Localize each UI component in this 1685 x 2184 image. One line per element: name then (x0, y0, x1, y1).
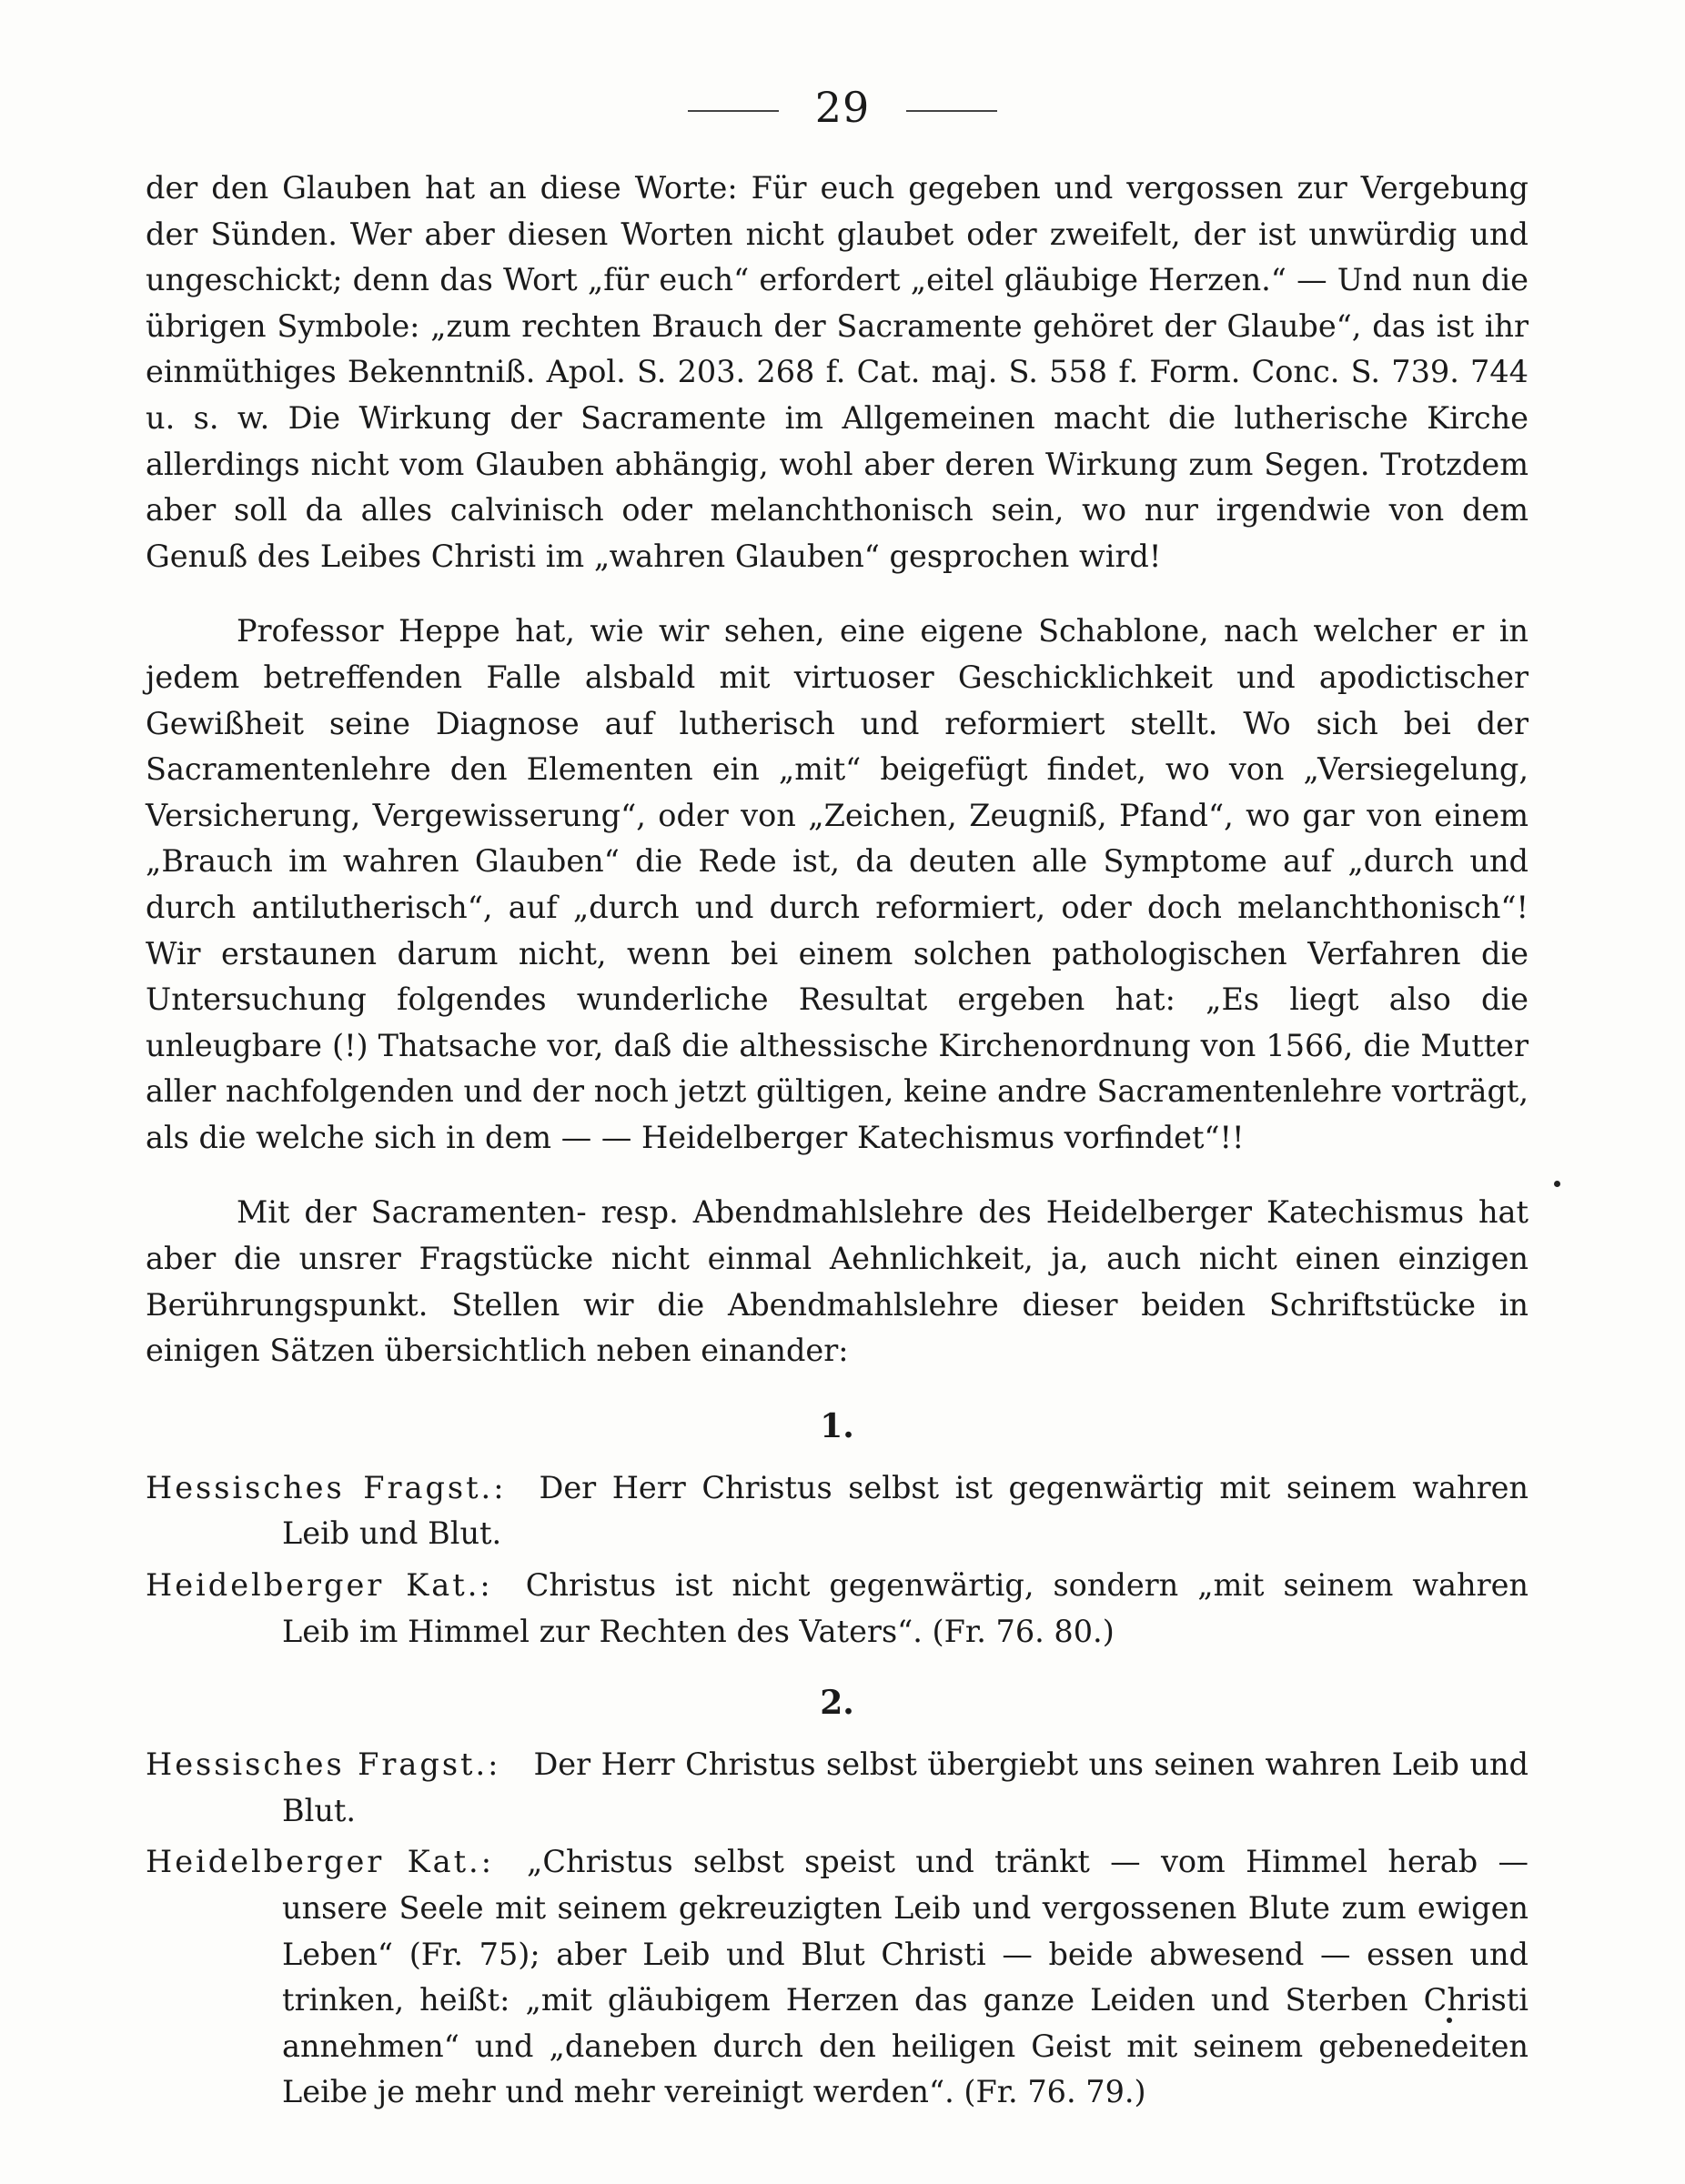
ink-speck (1554, 1181, 1560, 1187)
header-rule-left (688, 110, 779, 112)
comparison-entry (146, 1839, 1529, 2116)
comparison-entry (146, 1742, 1529, 1834)
entry-text: „Christus selbst speist und tränkt — vom Himmel herab — unsere Seele mit seinem gekreuzigten Leib und vergossenen Blute zum ewigen Leben“ (Fr. 75); aber Leib und Blut Christi — beide abwesend — essen und trinken, heißt: „mit gläubigem Herzen das ganze Leiden und Sterben Christi annehmen“ und „daneben durch den heiligen Geist mit seinem gebenedeiten Leibe je mehr und mehr vereinigt werden“. (Fr. 76. 79.) (282, 1844, 1529, 2110)
entry-label: Hessisches Fragst.: (146, 1746, 501, 1783)
paragraph-2: Professor Heppe hat, wie wir sehen, eine eigene Schablone, nach welcher er in jedem betreffenden Falle alsbald mit virtuoser Geschicklichkeit und apodictischer Gewißheit seine Diagnose auf lutherisch und reformiert stellt. Wo sich bei der Sacramentenlehre den Elementen ein „mit“ beigefügt findet, wo von „Versiegelung, Versicherung, Vergewisserung“, oder von „Zeichen, Zeugniß, Pfand“, wo gar von einem „Brauch im wahren Glauben“ die Rede ist, da deuten alle Symptome auf „durch und durch antilutherisch“, auf „durch und durch reformiert, oder doch melanchthonisch“! Wir erstaunen darum nicht, wenn bei einem solchen pathologischen Verfahren die Untersuchung folgendes wunderliche Resultat ergeben hat: „Es liegt also die unleugbare (!) Thatsache vor, daß die althessische Kirchenordnung von 1566, die Mutter aller nachfolgenden und der noch jetzt gültigen, keine andre Sacramentenlehre vorträgt, als die welche sich in dem — — Heidelberger Katechismus vorfindet“!! (146, 613, 1529, 1155)
paragraph-1: der den Glauben hat an diese Worte: Für euch gegeben und vergossen zur Vergebung der Sünden. Wer aber diesen Worten nicht glaubet oder zweifelt, der ist unwürdig und ungeschickt; denn das Wort „für euch“ erfordert „eitel gläubige Herzen.“ — Und nun die übrigen Symbole: „zum rechten Brauch der Sacramente gehöret der Glaube“, das ist ihr einmüthiges Bekenntniß. Apol. S. 203. 268 f. Cat. maj. S. 558 f. Form. Conc. S. 739. 744 u. s. w. Die Wirkung der Sacramente im Allgemeinen macht die lutherische Kirche allerdings nicht vom Glauben abhängig, wohl aber deren Wirkung zum Segen. Trotzdem aber soll da alles calvinisch oder melanchthonisch sein, wo nur irgendwie von dem Genuß des Leibes Christi im „wahren Glauben“ gesprochen wird! (146, 170, 1529, 574)
page-number: 29 (814, 83, 871, 132)
section-number-1: 1. (820, 1406, 854, 1445)
paragraph-3: Mit der Sacramenten- resp. Abendmahlslehre des Heidelberger Katechismus hat aber die unsrer Fragstücke nicht einmal Aehnlichkeit, ja, auch nicht einen einzigen Berührungspunkt. Stellen wir die Abendmahlslehre dieser beiden Schriftstücke in einigen Sätzen übersichtlich neben einander: (146, 1194, 1529, 1369)
body-text (146, 166, 1529, 2121)
entry-label: Heidelberger Kat.: (146, 1567, 493, 1604)
ink-speck (1447, 2018, 1452, 2023)
entry-text: Christus ist nicht gegenwärtig, sondern „mit seinem wahren Leib im Himmel zur Rechten des Vaters“. (Fr. 76. 80.) (282, 1567, 1529, 1649)
comparison-entry (146, 1465, 1529, 1557)
entry-text: Der Herr Christus selbst übergiebt uns seinen wahren Leib und Blut. (282, 1746, 1529, 1828)
section-number-2: 2. (820, 1684, 854, 1723)
page-header (0, 80, 1685, 135)
entry-text: Der Herr Christus selbst ist gegenwärtig mit seinem wahren Leib und Blut. (282, 1469, 1529, 1552)
entry-label: Heidelberger Kat.: (146, 1844, 494, 1880)
comparison-entry (146, 1563, 1529, 1655)
entry-label: Hessisches Fragst.: (146, 1469, 507, 1505)
header-rule-right (906, 110, 997, 112)
